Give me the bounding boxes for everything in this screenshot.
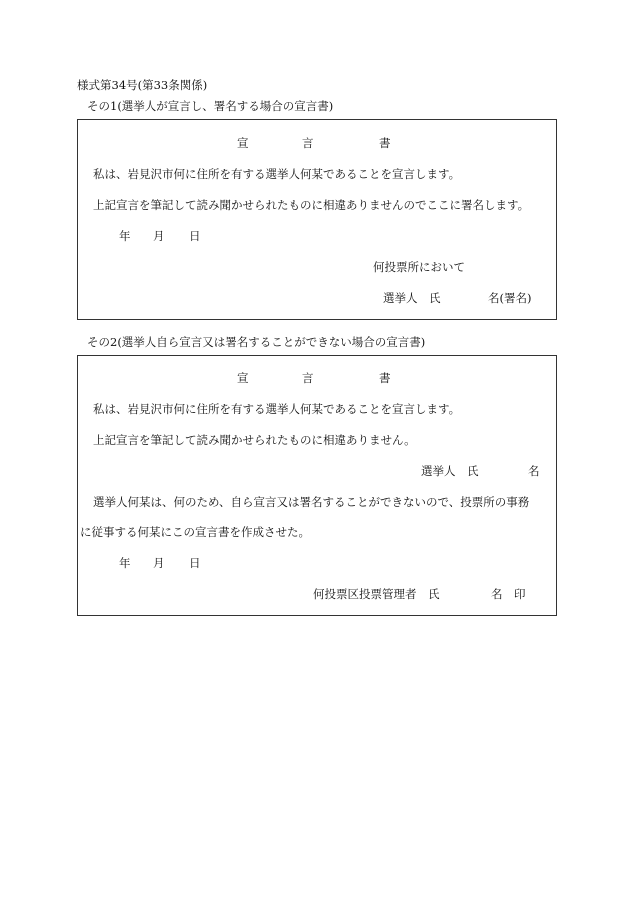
section1-title-char-3: 書 [379, 136, 391, 150]
section2-manager-label: 何投票区投票管理者 氏 [313, 587, 440, 601]
section2-signer-suffix: 名 [528, 464, 540, 478]
section1-date-day: 日 [189, 229, 201, 243]
declaration-box-1 [77, 119, 557, 320]
section2-title-char-1: 宣 [237, 371, 249, 385]
section1-signer-suffix: 名(署名) [488, 291, 532, 305]
section1-signer-label: 選挙人 氏 [383, 291, 441, 305]
section2-paragraph2: 上記宣言を筆記して読み聞かせられたものに相違ありません。 [93, 433, 416, 447]
section2-paragraph3-line2: に従事する何某にこの宣言書を作成させた。 [80, 525, 310, 539]
section2-title-char-3: 書 [379, 371, 391, 385]
section2-paragraph3-line1: 選挙人何某は、何のため、自ら宣言又は署名することができないので、投票所の事務 [93, 495, 530, 509]
section1-paragraph2: 上記宣言を筆記して読み聞かせられたものに相違ありませんのでここに署名します。 [93, 198, 530, 212]
section2-title-char-2: 言 [302, 371, 314, 385]
section1-paragraph1: 私は、岩見沢市何に住所を有する選挙人何某であることを宣言します。 [93, 167, 461, 181]
section1-place: 何投票所において [373, 260, 465, 274]
section2-caption: その2(選挙人自ら宣言又は署名することができない場合の宣言書) [87, 335, 426, 349]
section2-paragraph1: 私は、岩見沢市何に住所を有する選挙人何某であることを宣言します。 [93, 402, 461, 416]
section2-date-year: 年 [119, 556, 131, 570]
declaration-box-2 [77, 355, 557, 616]
form-label: 様式第34号(第33条関係) [77, 78, 208, 92]
section2-signer-label: 選挙人 氏 [421, 464, 479, 478]
section1-title-char-2: 言 [302, 136, 314, 150]
section2-manager-suffix: 名 印 [491, 587, 526, 601]
section2-date-month: 月 [153, 556, 165, 570]
section1-date-year: 年 [119, 229, 131, 243]
section1-date-month: 月 [153, 229, 165, 243]
section1-title-char-1: 宣 [237, 136, 249, 150]
section1-caption: その1(選挙人が宣言し、署名する場合の宣言書) [87, 99, 334, 113]
section2-date-day: 日 [189, 556, 201, 570]
